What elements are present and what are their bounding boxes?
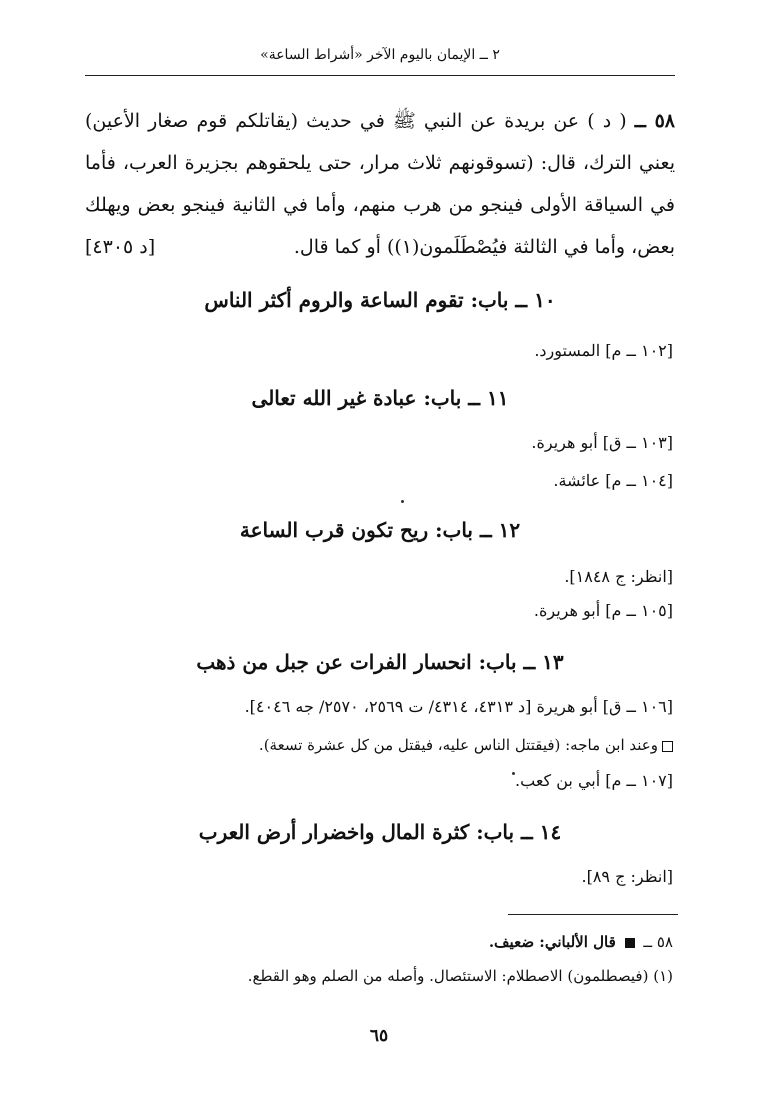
footnote-1: (١) (فيصطلمون) الاصطلام: الاستئصال. وأصله من الصلم وهو القطع. — [247, 967, 673, 985]
entry-103: [١٠٣ ــ ق] أبو هريرة. — [531, 433, 673, 452]
grade-number: ٥٨ ــ — [643, 933, 673, 951]
section-14-heading: ١٤ ــ باب: كثرة المال واخضرار أرض العرب — [198, 820, 562, 844]
entry-see-89: [انظر: ج ٨٩]. — [581, 867, 673, 886]
page-number: ٦٥ — [369, 1026, 389, 1046]
entry-107: [١٠٧ ــ م] أبي بن كعب. — [515, 771, 673, 790]
footnote-grade — [489, 930, 673, 954]
grade-text: قال الألباني: ضعيف. — [488, 933, 616, 951]
ibn-majah-note — [259, 732, 673, 758]
running-header: ٢ ــ الإيمان باليوم الآخر «أشراط الساعة» — [260, 47, 500, 63]
section-11-heading: ١١ ــ باب: عبادة غير الله تعالى — [251, 386, 509, 410]
entry-106: [١٠٦ ــ ق] أبو هريرة [د ٤٣١٣، ٤٣١٤/ ت ٢٥٦٩، ٢٥٧٠/ جه ٤٠٤٦]. — [244, 697, 673, 716]
hadith-reference: [د ٤٣٠٥] — [85, 236, 156, 258]
outline-square-icon — [662, 741, 673, 752]
entry-104: [١٠٤ ــ م] عائشة. — [553, 471, 673, 490]
entry-105: [١٠٥ ــ م] أبو هريرة. — [533, 601, 673, 620]
ibn-majah-text: وعند ابن ماجه: (فيقتتل الناس عليه، فيقتل من كل عشرة تسعة). — [258, 736, 658, 754]
footnote-rule — [508, 914, 678, 915]
hadith-number: ٥٨ ــ — [634, 110, 675, 132]
square-bullet-icon — [625, 938, 635, 948]
header-rule — [85, 75, 675, 76]
section-10-heading: ١٠ ــ باب: تقوم الساعة والروم أكثر الناس — [204, 288, 556, 312]
entry-see-1848: [انظر: ج ١٨٤٨]. — [564, 567, 673, 586]
entry-102: [١٠٢ ــ م] المستورد. — [534, 341, 673, 360]
hadith-text: ( د ) عن بريدة عن النبي ﷺ في حديث (يقاتلكم قوم صغار الأعين) يعني الترك، قال: (تسوقونهم ثلاث مرار، حتى يلحقوهم بجزيرة العرب، فأما في السياقة الأولى فينجو من هرب منهم، وأما في الثانية فينجو بعض ويهلك بعض، وأما في الثالثة فيُصْطَلَمون(١)) أو كما قال. — [85, 110, 675, 258]
stray-dot — [401, 500, 404, 503]
section-13-heading: ١٣ ــ باب: انحسار الفرات عن جبل من ذهب — [196, 650, 564, 674]
section-12-heading: ١٢ ــ باب: ريح تكون قرب الساعة — [239, 518, 521, 542]
hadith-58-paragraph — [85, 100, 675, 268]
